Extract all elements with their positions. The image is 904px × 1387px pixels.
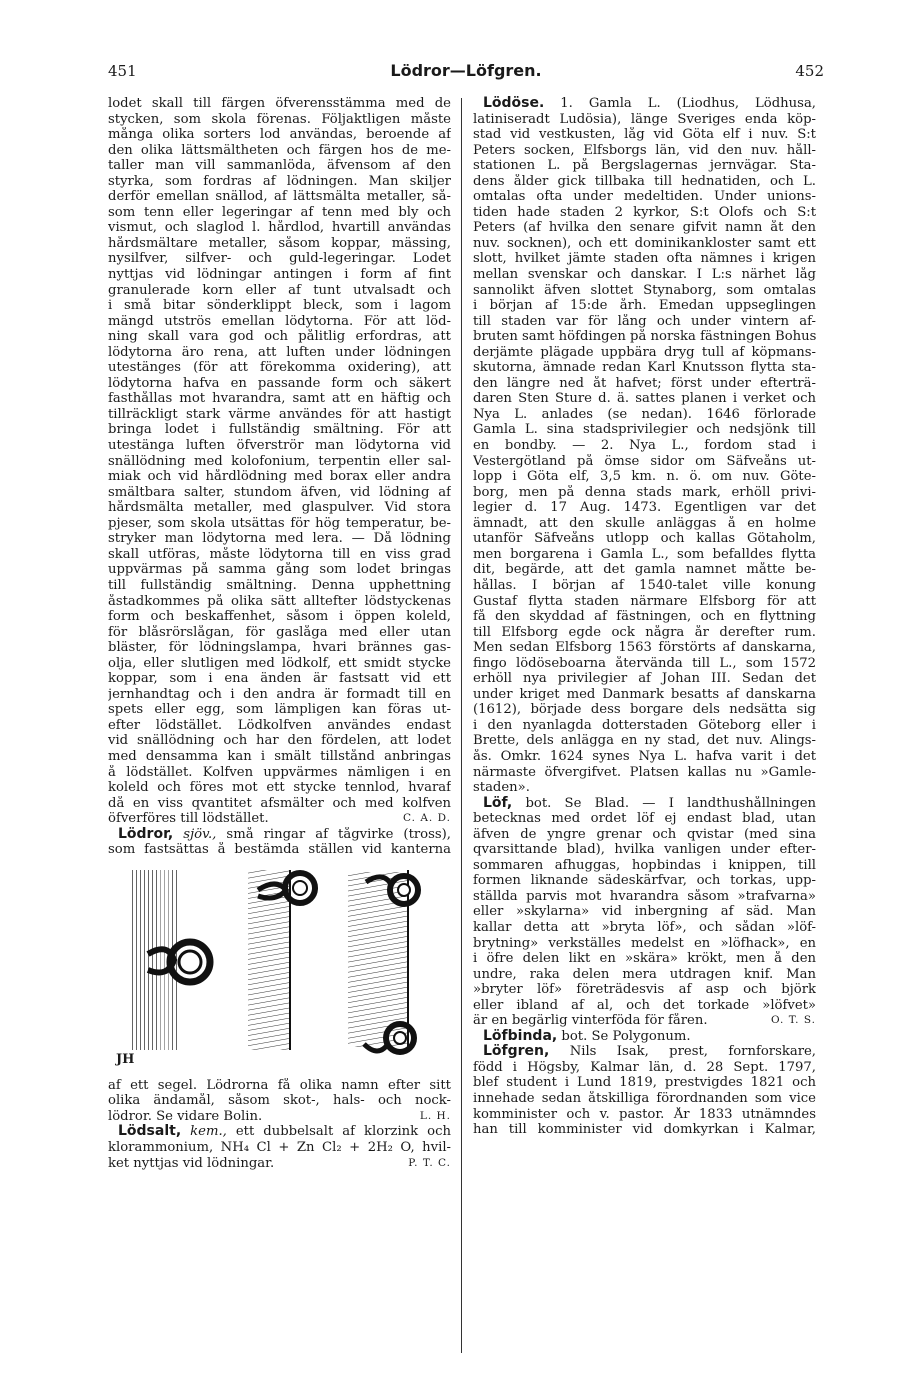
text-line: erhöll nya privilegier af Johan III. Sedan det xyxy=(473,671,816,687)
entry-lodose-last-line: staden». xyxy=(473,780,530,796)
text-line: Peters socken, Elfsborgs län, vid den nuv. håll- xyxy=(473,142,816,158)
text-line: vismut, och slaglod l. hårdlod, hvartill användas xyxy=(108,220,451,236)
text-line: formen liknande sädeskärfvar, och torkas, upp- xyxy=(473,873,816,889)
headword: Lödsalt, xyxy=(118,1124,182,1140)
text-line: Peters (af hvilka den senare gifvit namn åt den xyxy=(473,220,816,236)
text-line: eller ibland af al, och det torkade »löfvet» xyxy=(473,997,816,1013)
text-line: då en viss qvantitet afsmälter och med kolfven xyxy=(108,795,451,811)
text-line: lödytorna äro rena, att luften under lödningen xyxy=(108,344,451,360)
text-line: eller »skylarna» vid inbergning af säd. Man xyxy=(473,904,816,920)
text-line: hållas. I början af 1540-talet ville konung xyxy=(473,577,816,593)
text-line: för blåsrörslågan, för gaslåga med eller utan xyxy=(108,624,451,640)
entry-lof-last-line: är en begärlig vinterföda för fåren. O. T. S. xyxy=(473,1013,816,1029)
text-line: till Elfsborg egde ock några år derefter rum. xyxy=(473,624,816,640)
entry-lodsalt: Lödsalt, kem., ett dubbelsalt af klorzink och xyxy=(118,1124,451,1140)
right-column xyxy=(473,96,816,1138)
text-line: stationen L. på Bergslagernas jernvägar. Sta- xyxy=(473,158,816,174)
entry-lodsalt-line: ket nyttjas vid lödningar. P. T. C. xyxy=(108,1155,451,1171)
text-line: många olika sorters lod användas, beroende af xyxy=(108,127,451,143)
entry-lodror: Lödror, sjöv., små ringar af tågvirke (tross), xyxy=(118,826,451,842)
text-line: sommaren afhuggas, hopbindas i knippen, till xyxy=(473,857,816,873)
entry-lod-last-line: öfverföres till lödstället. C. A. D. xyxy=(108,811,451,827)
text-line: ås. Omkr. 1624 synes Nya L. hafva varit i det xyxy=(473,748,816,764)
text-line: fasthållas mot hvarandra, samt att en häftig och xyxy=(108,391,451,407)
entry-lodose xyxy=(473,96,816,780)
signature: O. T. S. xyxy=(771,1014,816,1027)
text-line: i början af 15:de årh. Emedan uppseglingen xyxy=(473,298,816,314)
text-line: lopp i Göta elf, 3,5 km. n. ö. om nuv. Göte- xyxy=(473,469,816,485)
text-line: mängd utströs emellan lödytorna. För att löd- xyxy=(108,313,451,329)
entry-lod-text xyxy=(108,96,451,811)
text-line: koppar, som i ena änden är fastsatt vid ett xyxy=(108,671,451,687)
text-line: ämnadt, att den skulle anläggas å en holme xyxy=(473,515,816,531)
text-line: betecknas med ordet löf ej endast blad, utan xyxy=(473,811,816,827)
text-line: dens ålder gick tillbaka till hednatiden, och L. xyxy=(473,173,816,189)
text-line: dit, begärde, att det gamla namnet måtte be- xyxy=(473,562,816,578)
text-line: Men sedan Elfsborg 1563 förstörts af danskarna, xyxy=(473,640,816,656)
text-line: den olika lättsmältheten och färgen hos de me- xyxy=(108,142,451,158)
text-line: i öfre delen likt en »skära» krökt, men å den xyxy=(473,951,816,967)
headword: Lödöse. xyxy=(483,96,545,111)
text-line: latiniseradt Ludösia), länge Sveriges enda köp- xyxy=(473,111,816,127)
text-line: derjämte plägade uppbära dryg tull af köpmans- xyxy=(473,344,816,360)
text-line: slott, hvilket jämte staden ofta nämnes i krigen xyxy=(473,251,816,267)
text-line: tillräckligt stark värme användes för att hastigt xyxy=(108,406,451,422)
headword: Löfbinda, xyxy=(483,1028,558,1044)
text-line: taller man vill sammanlöda, äfvensom af den xyxy=(108,158,451,174)
text-line: lodet skall till färgen öfverensstämma med de xyxy=(108,96,451,111)
text-line: spets eller egg, som lämpligen kan föras ut- xyxy=(108,702,451,718)
text-line: derför emellan snällod, af lättsmälta metaller, så- xyxy=(108,189,451,205)
text-line: bringa lodet i fullständig smältning. För att xyxy=(108,422,451,438)
text-line: å lödstället. Kolfven uppvärmes nämligen i en xyxy=(108,764,451,780)
text-line: utanför Säfveåns utlopp och kallas Götaholm, xyxy=(473,531,816,547)
text-line: bruten samt höfdingen på norska fästningen Bohus xyxy=(473,329,816,345)
text-line: Vestergötland på ömse sidor om Säfveåns ut- xyxy=(473,453,816,469)
text-line: få den skyddad af fästningen, och en flyttning xyxy=(473,609,816,625)
figure-2 xyxy=(248,870,315,1050)
text-line: Lödöse. 1. Gamla L. (Liodhus, Lödhusa, xyxy=(483,96,816,111)
engraver-mark: JH xyxy=(116,1051,135,1067)
headword: Löf, xyxy=(483,795,513,811)
entry-lofgren-text xyxy=(473,1060,816,1122)
text-line: snällödning med kolofonium, terpentin eller sal- xyxy=(108,453,451,469)
text-line: (1612), började dess borgare dels nedsätta sig xyxy=(473,702,816,718)
text-line: hårdsmältare metaller, såsom koppar, mässing, xyxy=(108,235,451,251)
text-line: mellan svenskar och danskar. I L:s närhet låg xyxy=(473,267,816,283)
text-line: »bryter löf» företrädesvis af asp och björk xyxy=(473,982,816,998)
column-divider xyxy=(461,98,462,1353)
text-line: skall utföras, måste lödytorna till en viss grad xyxy=(108,546,451,562)
text-line: född i Högsby, Kalmar län, d. 28 Sept. 1797, xyxy=(473,1059,816,1075)
text-line: borg, men på denna stads mark, erhöll privi- xyxy=(473,484,816,500)
text-line: i små bitar sönderklippt bleck, som i lagom xyxy=(108,298,451,314)
text-line: vid snällödning och har den fördelen, att lodet xyxy=(108,733,451,749)
text-line: en bondby. — 2. Nya L., fordom stad i xyxy=(473,438,816,454)
text-line: omtalas ofta under medeltiden. Under unions- xyxy=(473,189,816,205)
text-line: åstadkommes på olika sätt alltefter lödstyckenas xyxy=(108,593,451,609)
entry-lofbinda: Löfbinda, bot. Se Polygonum. xyxy=(483,1028,691,1044)
text-line: legier d. 17 Aug. 1473. Egentligen var det xyxy=(473,500,816,516)
entry-lodror-line: af ett segel. Lödrorna få olika namn efter sitt xyxy=(108,1077,451,1093)
entry-lofgren: Löfgren, Nils Isak, prest, fornforskare, xyxy=(483,1044,816,1060)
text-line: form och beskaffenhet, såsom i öppen koleld, xyxy=(108,609,451,625)
page-title: Lödror—Löfgren. xyxy=(390,61,542,80)
text-line: nysilfver, silfver- och guld-legeringar. Lodet xyxy=(108,251,451,267)
page-number-right: 452 xyxy=(795,62,824,80)
text-line: lödytorna hafva en passande form och säkert xyxy=(108,375,451,391)
text-line: stycken, som skola förenas. Följaktligen måste xyxy=(108,111,451,127)
text-line: brytning» verkställes medelst en »löfhack», en xyxy=(473,935,816,951)
text-line: efter lödstället. Lödkolfven användes endast xyxy=(108,717,451,733)
left-column xyxy=(108,96,451,1171)
text-line: blef student i Lund 1819, prestvigdes 1821 och xyxy=(473,1075,816,1091)
entry-lof: Löf, bot. Se Blad. — I landthushållningen xyxy=(483,795,816,811)
text-line: i den nyanlagda dotterstaden Göteborg eller i xyxy=(473,717,816,733)
text-line: Nya L. anlades (se nedan). 1646 förlorade xyxy=(473,406,816,422)
text-line: ställda parvis mot hvarandra såsom »trafvarna» xyxy=(473,888,816,904)
entry-lofgren-last-line: han till komminister vid domkyrkan i Kalmar, xyxy=(473,1122,816,1138)
text-line: till staden var för lång och under vintern af- xyxy=(473,313,816,329)
text-line: äfven de yngre grenar och qvistar (med sina xyxy=(473,826,816,842)
text-line: kallar detta att »bryta löf», och sådan »löf- xyxy=(473,919,816,935)
lodror-illustration xyxy=(108,862,451,1072)
text-line: nuv. socknen), och ett dominikankloster samt ett xyxy=(473,235,816,251)
signature: P. T. C. xyxy=(408,1156,451,1169)
entry-lodror-line: som fastsättas å bestämda ställen vid kanterna xyxy=(108,842,451,858)
text-line: utestänges (för att förekomma oxidering), att xyxy=(108,360,451,376)
text-line: sannolikt äfven slottet Stynaborg, som omtalas xyxy=(473,282,816,298)
text-line: under kriget med Danmark besatts af danskarna xyxy=(473,686,816,702)
text-line: utestänga luften öfverströr man lödytorna vid xyxy=(108,438,451,454)
text-line: stryker man lödytorna med lera. — Då lödning xyxy=(108,531,451,547)
text-line: smältbara salter, stundom äfven, vid lödning af xyxy=(108,484,451,500)
text-line: Gustaf flytta staden närmare Elfsborg för att xyxy=(473,593,816,609)
text-line: Gamla L. sina stadsprivilegier och nedsjönk till xyxy=(473,422,816,438)
text-line: bläster, för lödningslampa, hvari brännes gas- xyxy=(108,640,451,656)
text-line: pjeser, som skola utsättas för hög temperatur, be- xyxy=(108,515,451,531)
text-line: granulerade korn eller af tunt utvalsadt och xyxy=(108,282,451,298)
text-line: skutorna, ämnade redan Karl Knutsson flytta sta- xyxy=(473,360,816,376)
rope-ring-engraving xyxy=(108,862,451,1072)
text-line: tiden hade staden 2 kyrkor, S:t Olofs och S:t xyxy=(473,204,816,220)
text-line: med densamma kan i smält tillstånd anbringas xyxy=(108,748,451,764)
entry-lof-text xyxy=(473,811,816,1013)
text-line: Brette, dels anlägga en ny stad, det nuv. Alings- xyxy=(473,733,816,749)
text-line: men borgarena i Gamla L., som befalldes flytta xyxy=(473,546,816,562)
text-line: miak och vid hårdlödning med borax eller andra xyxy=(108,469,451,485)
text-line: koleld och föres mot ett stycke tennlod, hvaraf xyxy=(108,780,451,796)
text-line: olja, eller slutligen med lödkolf, ett smidt stycke xyxy=(108,655,451,671)
entry-lodsalt-line: klorammonium, NH₄ Cl + Zn Cl₂ + 2H₂ O, hvil- xyxy=(108,1139,451,1155)
text-line: fingo lödöseboarna återvända till L., som 1572 xyxy=(473,655,816,671)
text-line: ning skall vara god och pålitlig erfordras, att xyxy=(108,329,451,345)
text-line: qvarsittande blad), hvilka vanligen under efter- xyxy=(473,842,816,858)
text-line: jernhandtag och i den andra är formadt till en xyxy=(108,686,451,702)
entry-lodror-line: lödror. Se vidare Bolin. L. H. xyxy=(108,1108,451,1124)
text-line: styrka, som fordras af lödningen. Man skiljer xyxy=(108,173,451,189)
text-line: undre, raka delen mera utdragen knif. Man xyxy=(473,966,816,982)
text-line: daren Sten Sture d. ä. sattes planen i verket och xyxy=(473,391,816,407)
text-line: nyttjas vid lödningar antingen i form af fint xyxy=(108,267,451,283)
text-line: hårdsmälta metaller, med glaspulver. Vid stora xyxy=(108,500,451,516)
text-line: komminister och v. pastor. År 1833 utnämndes xyxy=(473,1106,816,1122)
entry-lodror-line: olika ändamål, såsom skot-, hals- och nock- xyxy=(108,1093,451,1109)
headword: Löfgren, xyxy=(483,1044,550,1060)
text-line: uppvärmas på samma gång som lodet bringas xyxy=(108,562,451,578)
text-line: den längre ned åt hafvet; först under efterträ- xyxy=(473,375,816,391)
headword: Lödror, xyxy=(118,826,174,842)
figure-1 xyxy=(130,870,210,1050)
text-line: innehade sedan åtskilliga förordnanden som vice xyxy=(473,1091,816,1106)
page-header xyxy=(108,62,824,84)
text-line: stad vid vestkusten, låg vid Göta elf i nuv. S:t xyxy=(473,127,816,143)
page-number-left: 451 xyxy=(108,62,137,80)
figure-3 xyxy=(348,870,418,1052)
signature: L. H. xyxy=(419,1109,451,1122)
text-line: som tenn eller legeringar af tenn med bly och xyxy=(108,204,451,220)
signature: C. A. D. xyxy=(403,812,451,825)
text-line: till fullständig smältning. Denna upphettning xyxy=(108,577,451,593)
text-line: närmaste öfvergifvet. Platsen kallas nu »Gamle- xyxy=(473,764,816,780)
